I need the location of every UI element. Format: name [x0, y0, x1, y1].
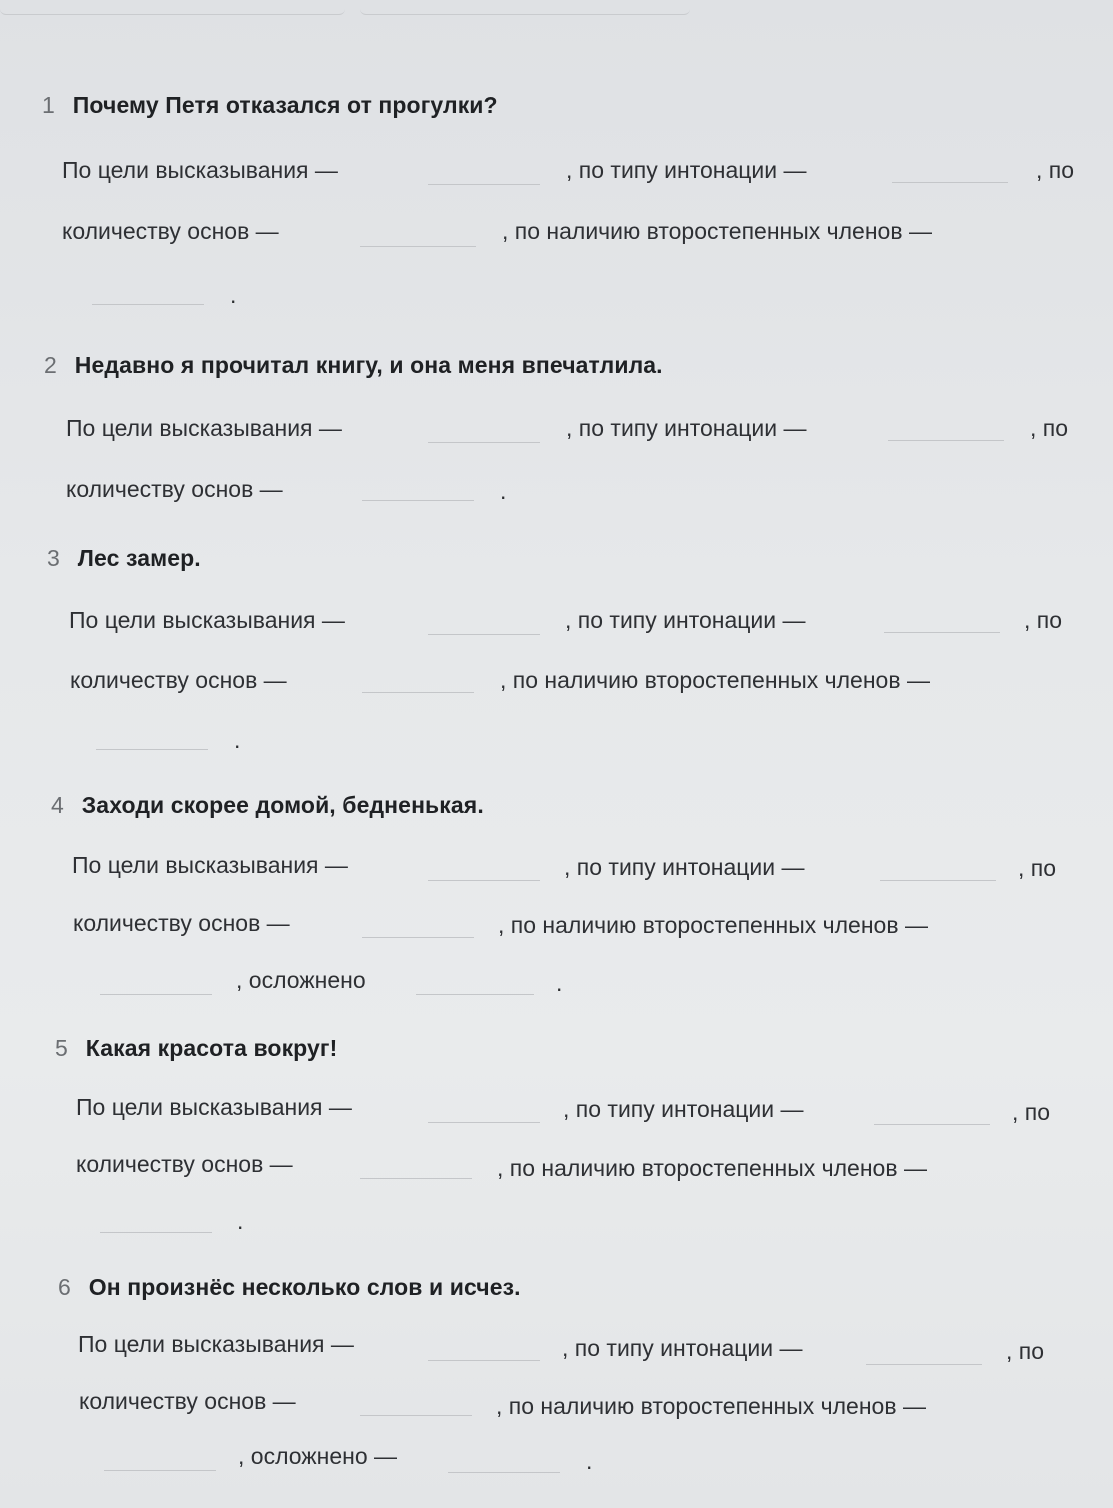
- answer-blank-intonation[interactable]: [874, 1124, 990, 1125]
- label-secondary: , по наличию второстепенных членов —: [502, 218, 932, 244]
- question-sentence: Заходи скорее домой, бедненькая.: [81, 792, 484, 818]
- answer-blank-intonation[interactable]: [888, 440, 1004, 441]
- answer-blank-intonation[interactable]: [880, 880, 996, 881]
- label-bases: количеству основ —: [66, 476, 283, 502]
- question-sentence: Недавно я прочитал книгу, и она меня впечатлила.: [74, 352, 663, 378]
- label-po: , по: [1024, 607, 1063, 633]
- answer-blank-secondary[interactable]: [100, 994, 212, 995]
- question-sentence: Какая красота вокруг!: [85, 1035, 338, 1061]
- question-heading: [55, 1035, 337, 1062]
- answer-blank-bases[interactable]: [362, 692, 474, 693]
- label-intonation: , по типу интонации —: [562, 1335, 803, 1361]
- answer-blank-purpose[interactable]: [428, 634, 540, 635]
- answer-blank-intonation[interactable]: [892, 182, 1008, 183]
- label-secondary: , по наличию второстепенных членов —: [498, 912, 928, 938]
- answer-blank-purpose[interactable]: [428, 1360, 540, 1361]
- label-intonation: , по типу интонации —: [566, 415, 807, 441]
- answer-blank-complicated[interactable]: [416, 994, 534, 995]
- question-heading: [44, 352, 663, 379]
- question-number: 2: [44, 352, 57, 378]
- answer-blank-secondary[interactable]: [100, 1232, 212, 1233]
- question-heading: [51, 792, 484, 819]
- label-po: , по: [1030, 415, 1069, 441]
- question-heading: [42, 92, 498, 119]
- label-intonation: , по типу интонации —: [564, 854, 805, 880]
- label-po: , по: [1036, 157, 1075, 183]
- question-number: 3: [47, 545, 60, 571]
- tab-segment: [0, 0, 345, 15]
- question-number: 1: [42, 92, 55, 118]
- label-purpose: По цели высказывания —: [78, 1331, 354, 1357]
- answer-blank-secondary[interactable]: [104, 1470, 216, 1471]
- label-complicated: , осложнено —: [238, 1443, 398, 1469]
- question-sentence: Он произнёс несколько слов и исчез.: [88, 1274, 521, 1300]
- answer-blank-bases[interactable]: [362, 937, 474, 938]
- label-purpose: По цели высказывания —: [72, 852, 348, 878]
- label-bases: количеству основ —: [76, 1151, 293, 1177]
- question-number: 4: [51, 792, 64, 818]
- answer-blank-bases[interactable]: [362, 500, 474, 501]
- question-heading: [47, 545, 201, 572]
- question-sentence: Лес замер.: [77, 545, 201, 571]
- top-tab-bar: [0, 0, 1113, 16]
- label-intonation: , по типу интонации —: [566, 157, 807, 183]
- label-bases: количеству основ —: [70, 667, 287, 693]
- label-po: , по: [1006, 1338, 1045, 1364]
- period: .: [556, 970, 563, 996]
- label-bases: количеству основ —: [73, 910, 290, 936]
- answer-blank-purpose[interactable]: [428, 880, 540, 881]
- label-po: , по: [1018, 855, 1057, 881]
- period: .: [237, 1208, 244, 1234]
- label-purpose: По цели высказывания —: [76, 1094, 352, 1120]
- label-secondary: , по наличию второстепенных членов —: [497, 1155, 927, 1181]
- answer-blank-secondary[interactable]: [96, 749, 208, 750]
- answer-blank-purpose[interactable]: [428, 184, 540, 185]
- answer-blank-bases[interactable]: [360, 1415, 472, 1416]
- period: .: [230, 282, 237, 308]
- question-sentence: Почему Петя отказался от прогулки?: [72, 92, 498, 118]
- label-complicated: , осложнено: [236, 967, 366, 993]
- period: .: [234, 727, 241, 753]
- answer-blank-intonation[interactable]: [866, 1364, 982, 1365]
- label-intonation: , по типу интонации —: [565, 607, 806, 633]
- label-purpose: По цели высказывания —: [66, 415, 342, 441]
- label-purpose: По цели высказывания —: [69, 607, 345, 633]
- answer-blank-secondary[interactable]: [92, 304, 204, 305]
- label-bases: количеству основ —: [62, 218, 279, 244]
- label-purpose: По цели высказывания —: [62, 157, 338, 183]
- question-number: 5: [55, 1035, 68, 1061]
- answer-blank-bases[interactable]: [360, 1178, 472, 1179]
- answer-blank-purpose[interactable]: [428, 442, 540, 443]
- answer-blank-bases[interactable]: [360, 246, 476, 247]
- label-secondary: , по наличию второстепенных членов —: [496, 1393, 926, 1419]
- answer-blank-intonation[interactable]: [884, 632, 1000, 633]
- tab-segment: [360, 0, 690, 15]
- label-secondary: , по наличию второстепенных членов —: [500, 667, 930, 693]
- question-heading: [58, 1274, 521, 1301]
- answer-blank-complicated[interactable]: [448, 1472, 560, 1473]
- period: .: [500, 478, 507, 504]
- label-po: , по: [1012, 1099, 1051, 1125]
- label-intonation: , по типу интонации —: [563, 1096, 804, 1122]
- label-bases: количеству основ —: [79, 1388, 296, 1414]
- period: .: [586, 1448, 593, 1474]
- question-number: 6: [58, 1274, 71, 1300]
- answer-blank-purpose[interactable]: [428, 1122, 540, 1123]
